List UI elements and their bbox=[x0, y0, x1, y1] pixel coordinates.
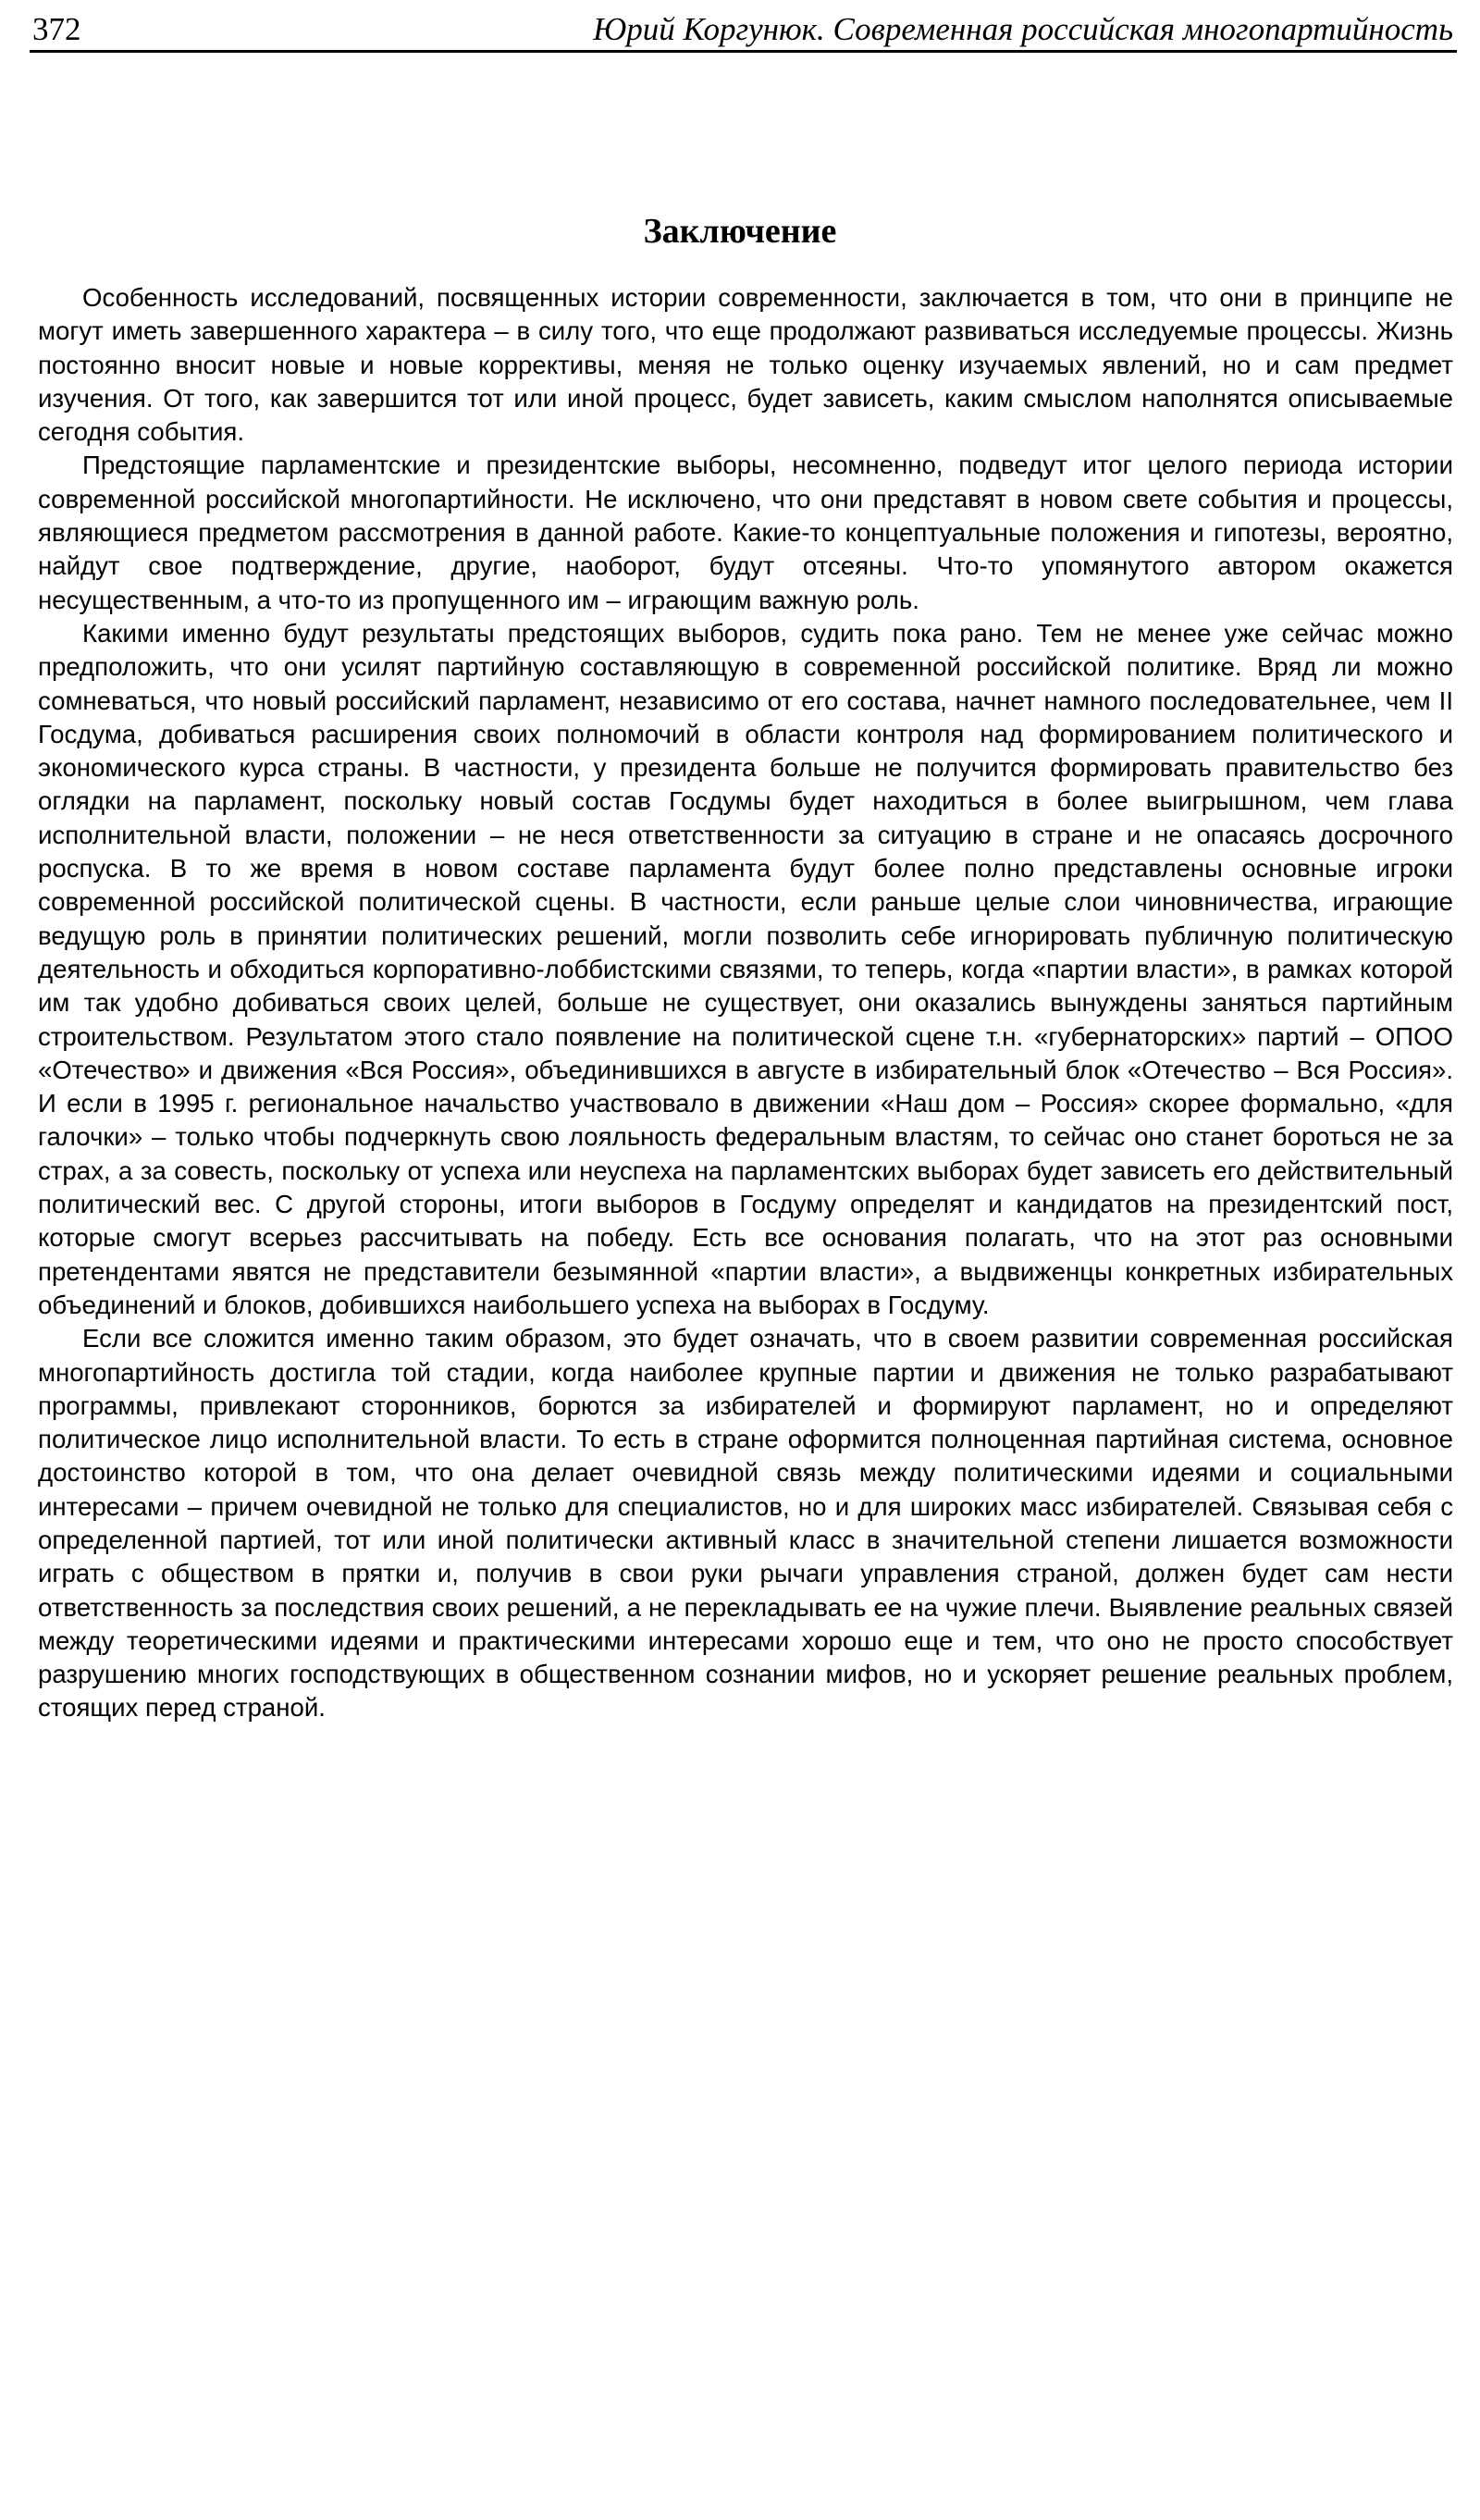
page-number: 372 bbox=[32, 11, 81, 47]
running-title: Юрий Коргунюк. Современная российская многопартийность bbox=[593, 11, 1453, 47]
paragraph: Если все сложится именно таким образом, это будет означать, что в своем развитии современная российская многопартийность достигла той стадии, когда наиболее крупные партии и движения не только разрабатывают программы, привлекают сторонников, борются за избирателей и формируют парламент, но и определяют политическое лицо исполнительной власти. То есть в стране оформится полноценная партийная система, основное достоинство которой в том, что она делает очевидной связь между политическими идеями и социальными интересами – причем очевидной не только для специалистов, но и для широких масс избирателей. Связывая себя с определенной партией, тот или иной политически активный класс в значительной степени лишается возможности играть с обществом в прятки и, получив в свои руки рычаги управления страной, должен будет сам нести ответственность за последствия своих решений, а не перекладывать ее на чужие плечи. Выявление реальных связей между теоретическими идеями и практическими интересами хорошо еще и тем, что оно не просто способствует разрушению многих господствующих в общественном сознании мифов, но и ускоряет решение реальных проблем, стоящих перед страной. bbox=[38, 1324, 1453, 1723]
chapter-title: Заключение bbox=[643, 212, 837, 251]
body-text bbox=[38, 281, 1453, 1725]
paragraph: Предстоящие парламентские и президентские выборы, несомненно, подведут итог целого периода истории современной российской многопартийности. Не исключено, что они представят в новом свете события и процессы, являющиеся предметом рассмотрения в данной работе. Какие-то концептуальные положения и гипотезы, вероятно, найдут свое подтверждение, другие, наоборот, будут отсеяны. Что-то упомянутого автором окажется несущественным, а что-то из пропущенного им – играющим важную роль. bbox=[38, 451, 1453, 614]
paragraph: Особенность исследований, посвященных истории современности, заключается в том, что они в принципе не могут иметь завершенного характера – в силу того, что еще продолжают развиваться исследуемые процессы. Жизнь постоянно вносит новые и новые коррективы, меняя не только оценку изучаемых явлений, но и сам предмет изучения. От того, как завершится тот или иной процесс, будет зависеть, каким смыслом наполнятся описываемые сегодня события. bbox=[38, 283, 1453, 447]
paragraph: Какими именно будут результаты предстоящих выборов, судить пока рано. Тем не менее уже сейчас можно предположить, что они усилят партийную составляющую в современной российской политике. Вряд ли можно сомневаться, что новый российский парламент, независимо от его состава, начнет намного последовательнее, чем II Госдума, добиваться расширения своих полномочий в области контроля над формированием политического и экономического курса страны. В частности, у президента больше не получится формировать правительство без оглядки на парламент, поскольку новый состав Госдумы будет находиться в более выигрышном, чем глава исполнительной власти, положении – не неся ответственности за ситуацию в стране и не опасаясь досрочного роспуска. В то же время в новом составе парламента будут более полно представлены основные игроки современной российской политической сцены. В частности, если раньше целые слои чиновничества, играющие ведущую роль в принятии политических решений, могли позволить себе игнорировать публичную политическую деятельность и обходиться корпоративно-лоббистскими связями, то теперь, когда «партии власти», в рамках которой им так удобно добиваться своих целей, больше не существует, они оказались вынуждены заняться партийным строительством. Результатом этого стало появление на политической сцене т.н. «губернаторских» партий – ОПОО «Отечество» и движения «Вся Россия», объединившихся в августе в избирательный блок «Отечество – Вся Россия». И если в 1995 г. региональное начальство участвовало в движении «Наш дом – Россия» скорее формально, «для галочки» – только чтобы подчеркнуть свою лояльность федеральным властям, то сейчас оно станет бороться не за страх, а за совесть, поскольку от успеха или неуспеха на парламентских выборах будет зависеть его действительный политический вес. С другой стороны, итоги выборов в Госдуму определят и кандидатов на президентский пост, которые смогут всерьез рассчитывать на победу. Есть все основания полагать, что на этот раз основными претендентами явятся не представители безымянной «партии власти», а выдвиженцы конкретных избирательных объединений и блоков, добившихся наибольшего успеха на выборах в Госдуму. bbox=[38, 618, 1453, 1319]
running-header bbox=[30, 9, 1457, 53]
